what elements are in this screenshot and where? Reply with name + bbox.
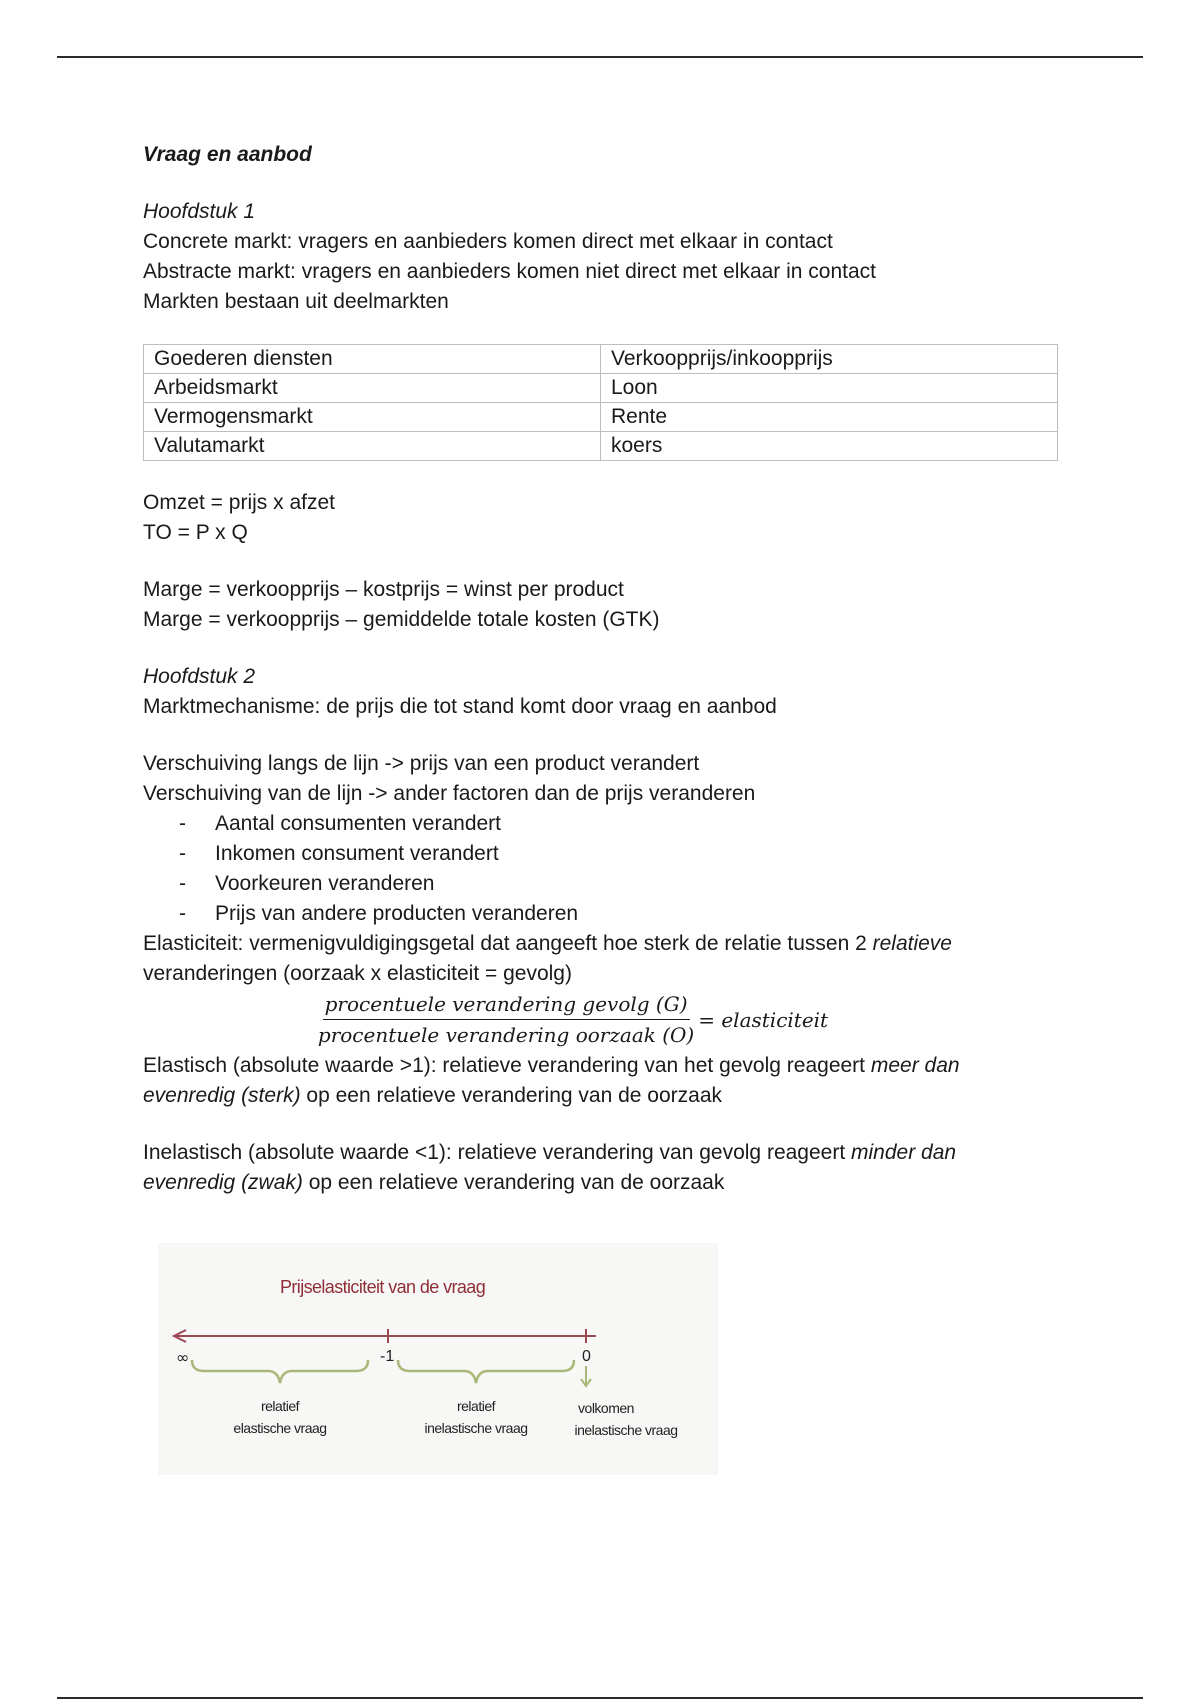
list-item: - Voorkeuren veranderen (179, 869, 1063, 899)
table-cell: Arbeidsmarkt (144, 374, 601, 403)
formula-line: Marge = verkoopprijs – gemiddelde totale kosten (GTK) (143, 608, 660, 631)
header-rule (57, 56, 1143, 58)
text-span: relatieve (872, 932, 952, 955)
paragraph: Abstracte markt: vragers en aanbieders komen niet direct met elkaar in contact (143, 260, 877, 283)
label-relatief-elastic: relatief (260, 1398, 300, 1414)
text-span: meer dan (870, 1054, 960, 1077)
table-cell: Verkoopprijs/inkoopprijs (601, 345, 1058, 374)
text-span: Elastisch (absolute waarde >1): relatieve verandering van het gevolg reageert (143, 1054, 871, 1077)
label-relatief-inelastic: relatief (456, 1398, 496, 1414)
paragraph (143, 1168, 1063, 1198)
list-item: - Prijs van andere producten veranderen (179, 899, 1063, 929)
diagram-title: Prijselasticiteit van de vraag (280, 1277, 486, 1297)
table-row (144, 345, 1058, 374)
markets-table (143, 344, 1058, 461)
paragraph: veranderingen (oorzaak x elasticiteit = gevolg) (143, 962, 572, 985)
label-volkomen: volkomen (578, 1400, 634, 1416)
text-span: evenredig (sterk) (143, 1084, 301, 1107)
paragraph (143, 929, 1063, 959)
table-cell: Goederen diensten (144, 345, 601, 374)
chapter-1-heading: Hoofdstuk 1 (143, 200, 256, 223)
arrow-perfect-inelastic (581, 1366, 591, 1386)
tick-label-minus-one: -1 (380, 1348, 395, 1365)
text-span: op een relatieve verandering van de oorzaak (302, 1171, 725, 1194)
elasticity-axis (174, 1329, 596, 1343)
text-span: minder dan (851, 1141, 957, 1164)
formula-line: Marge = verkoopprijs – kostprijs = winst per product (143, 578, 624, 601)
label-inelastische-vraag: inelastische vraag (424, 1420, 528, 1436)
formula-denominator: procentuele verandering oorzaak (O) (317, 1023, 695, 1047)
paragraph (143, 1051, 1063, 1081)
table-cell: Valutamarkt (144, 432, 601, 461)
table-cell: Loon (601, 374, 1058, 403)
brace-elastic (192, 1360, 368, 1383)
price-elasticity-diagram (158, 1243, 718, 1475)
list-item: - Aantal consumenten verandert (179, 809, 1063, 839)
table-row (144, 374, 1058, 403)
paragraph (143, 1138, 1063, 1168)
table-cell: Rente (601, 403, 1058, 432)
label-volkomen-inelastische-vraag: inelastische vraag (574, 1422, 678, 1438)
text-span: Inelastisch (absolute waarde <1): relatieve verandering van gevolg reageert (143, 1141, 852, 1164)
table-cell: Vermogensmarkt (144, 403, 601, 432)
brace-inelastic (398, 1360, 574, 1383)
paragraph: Concrete markt: vragers en aanbieders komen direct met elkaar in contact (143, 230, 833, 253)
label-elastische-vraag: elastische vraag (233, 1420, 327, 1436)
table-cell: koers (601, 432, 1058, 461)
paragraph: Verschuiving langs de lijn -> prijs van een product verandert (143, 752, 700, 775)
text-span: evenredig (zwak) (143, 1171, 303, 1194)
footer-rule (57, 1697, 1143, 1699)
fraction (318, 990, 694, 1050)
paragraph: Verschuiving van de lijn -> ander factoren dan de prijs veranderen (143, 782, 756, 805)
document-title: Vraag en aanbod (143, 143, 312, 166)
document-body (143, 140, 1063, 1198)
paragraph: Markten bestaan uit deelmarkten (143, 290, 449, 313)
table-row (144, 432, 1058, 461)
table-row (144, 403, 1058, 432)
formula-numerator: procentuele verandering gevolg (G) (323, 990, 690, 1020)
paragraph: Marktmechanisme: de prijs die tot stand komt door vraag en aanbod (143, 695, 777, 718)
formula-line: Omzet = prijs x afzet (143, 491, 335, 514)
formula-result: = elasticiteit (698, 1008, 829, 1032)
list-item: - Inkomen consument verandert (179, 839, 1063, 869)
paragraph (143, 1081, 1063, 1111)
text-span: op een relatieve verandering van de oorzaak (300, 1084, 723, 1107)
chapter-2-heading: Hoofdstuk 2 (143, 665, 256, 688)
tick-label-zero: 0 (582, 1348, 591, 1365)
factor-list (143, 809, 1063, 929)
formula-line: TO = P x Q (143, 521, 248, 544)
elasticity-formula (83, 989, 1063, 1051)
tick-label-infinity: ∞ (176, 1348, 190, 1367)
text-span: Elasticiteit: vermenigvuldigingsgetal dat aangeeft hoe sterk de relatie tussen 2 (143, 932, 873, 955)
